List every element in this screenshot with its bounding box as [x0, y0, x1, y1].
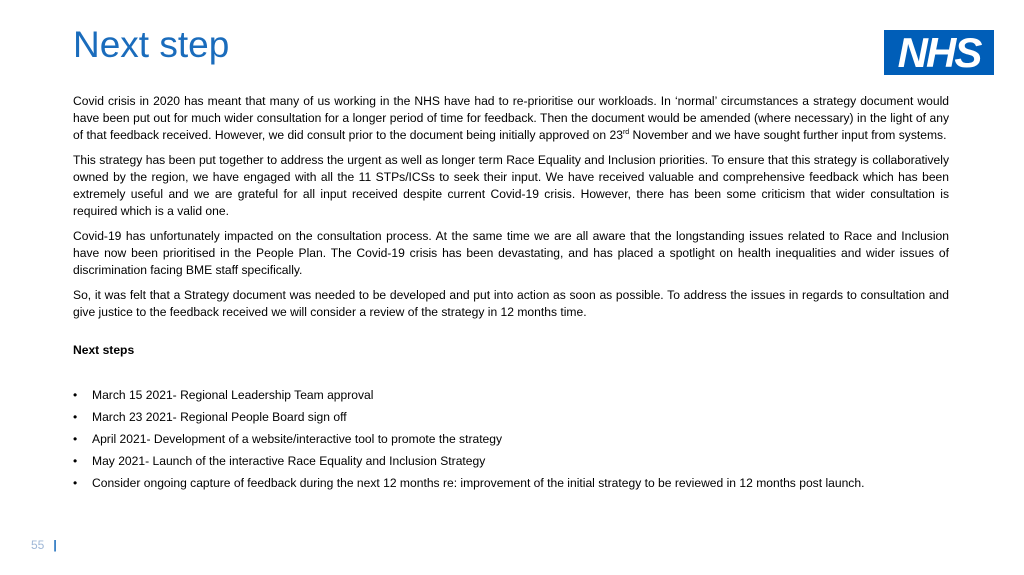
list-item: [73, 409, 949, 426]
nhs-logo-text: NHS: [897, 28, 981, 76]
bullet-icon: •: [73, 410, 78, 424]
list-item: [73, 453, 949, 470]
paragraph-conclusion: So, it was felt that a Strategy document was needed to be developed and put into action as soon as possible. To address the issues in regards to consultation and give justice to the feedback received we will consider a review of the strategy in 12 months time.: [73, 288, 949, 319]
bullet-icon: •: [73, 388, 78, 402]
nhs-logo: [884, 30, 994, 75]
list-item-text: March 15 2021- Regional Leadership Team approval: [92, 388, 374, 402]
list-item-text: April 2021- Development of a website/interactive tool to promote the strategy: [92, 432, 503, 446]
slide-body: [73, 93, 949, 497]
ordinal-suffix: rd: [622, 128, 630, 136]
paragraph-1-text: Covid crisis in 2020 has meant that many of us working in the NHS have had to re-prioritise our workloads. In ‘normal’ circumstances a strategy document would have been put out for much wider consultation for a longer period of time for feedback. Then the document would be amended (where necessary) in the light of any of that feedback received. However, we did consult prior to the document being initially approved on 23: [73, 94, 949, 142]
list-item-text: Consider ongoing capture of feedback during the next 12 months re: improvement of the initial strategy to be reviewed in 12 months post launch.: [92, 476, 865, 490]
list-item: [73, 475, 949, 492]
footer-separator: |: [53, 538, 57, 552]
list-item: [73, 387, 949, 404]
list-item: [73, 431, 949, 448]
bullet-icon: •: [73, 454, 78, 468]
page-number: 55: [31, 538, 45, 552]
next-steps-heading: Next steps: [73, 343, 135, 357]
list-item-text: May 2021- Launch of the interactive Race Equality and Inclusion Strategy: [92, 454, 486, 468]
next-steps-list: [73, 387, 949, 492]
paragraph-1-text-end: November and we have sought further input from systems.: [629, 128, 947, 142]
slide-footer: [31, 538, 57, 552]
page-title: Next step: [73, 24, 230, 65]
paragraph-consultation: Covid-19 has unfortunately impacted on the consultation process. At the same time we are all aware that the longstanding issues related to Race and Inclusion have now been prioritised in the People Plan. The Covid-19 crisis has been devastating, and has placed a spotlight on health inequalities and wider issues of discrimination facing BME staff specifically.: [73, 229, 949, 277]
paragraph-strategy: This strategy has been put together to address the urgent as well as longer term Race Equality and Inclusion priorities. To ensure that this strategy is collaboratively owned by the region, we have engaged with all the 11 STPs/ICSs to seek their input. We have received valuable and comprehensive feedback which has been extremely useful and we are grateful for all input received despite current Covid-19 crisis. However, there has been some criticism that wider consultation is required which is a valid one.: [73, 153, 949, 218]
bullet-icon: •: [73, 432, 78, 446]
bullet-icon: •: [73, 476, 78, 490]
list-item-text: March 23 2021- Regional People Board sign off: [92, 410, 347, 424]
paragraph-covid-crisis: [73, 93, 949, 144]
